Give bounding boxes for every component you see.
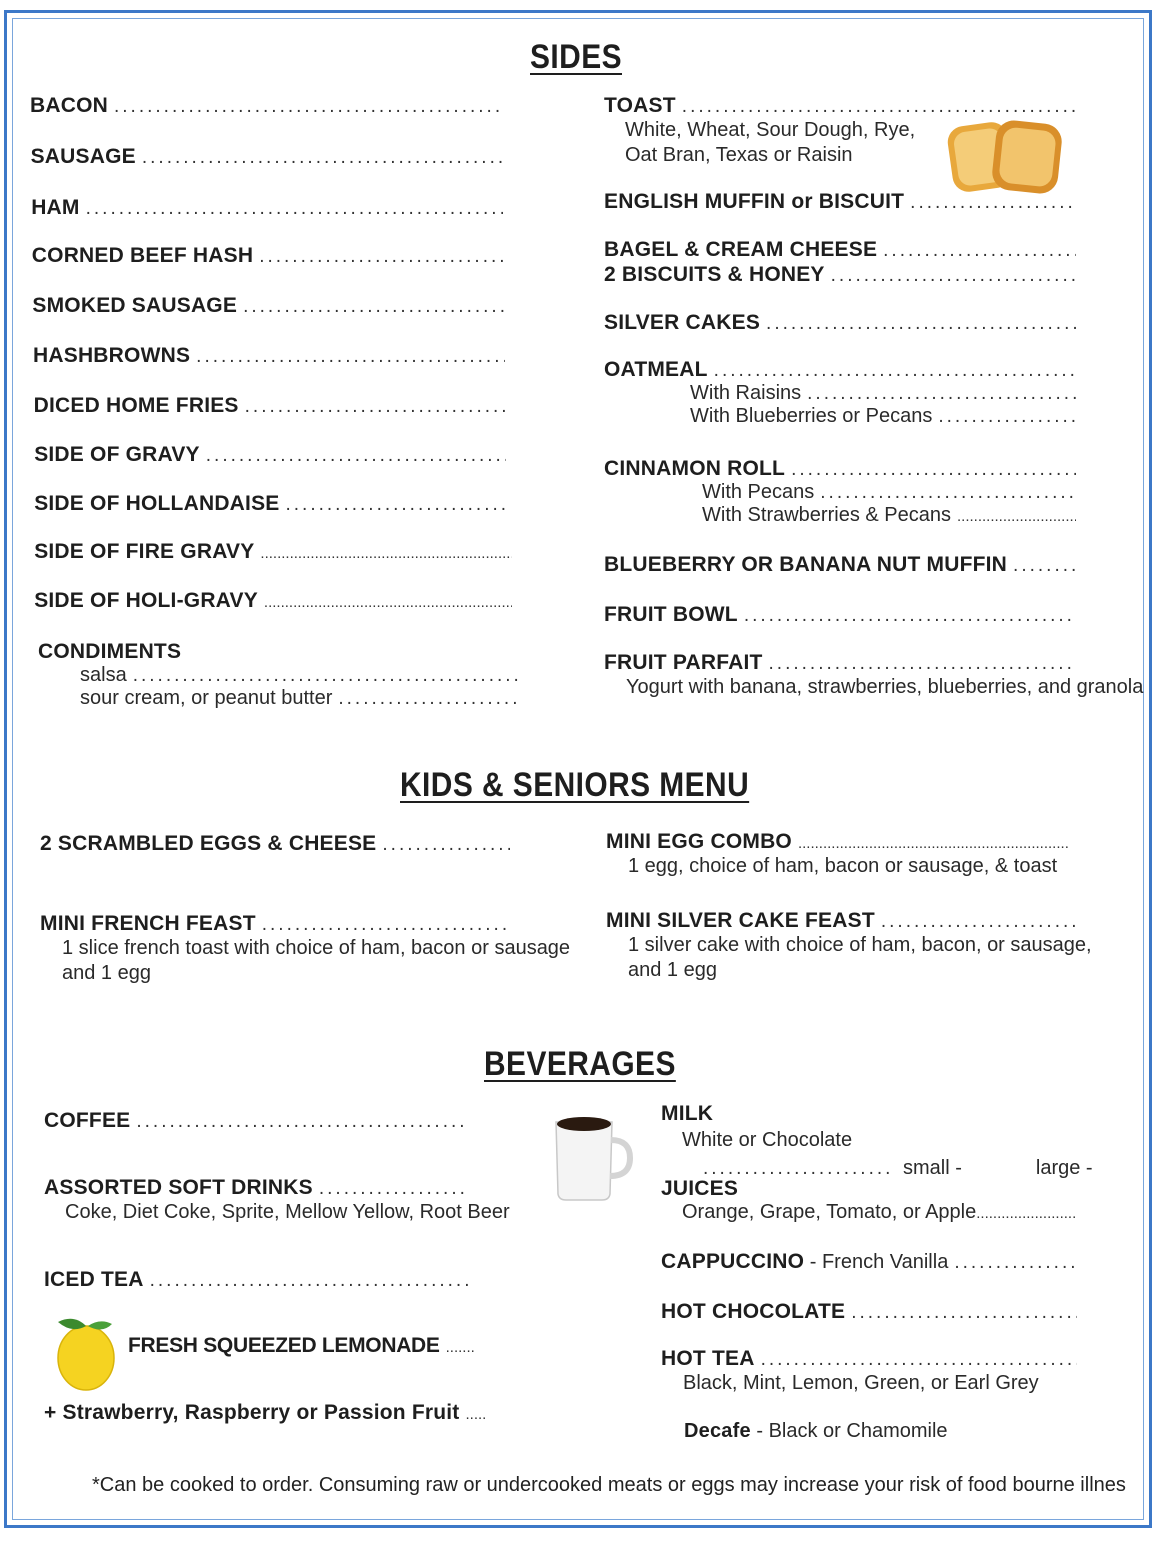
dot-leader	[807, 383, 1076, 405]
side-item-name: DICED HOME FRIES	[33, 394, 239, 417]
hot-chocolate-name: HOT CHOCOLATE	[661, 1300, 846, 1323]
soft-drinks-name: ASSORTED SOFT DRINKS	[44, 1176, 313, 1199]
milk-small: small -	[903, 1157, 962, 1179]
side-item	[31, 196, 503, 220]
side-item	[34, 540, 512, 564]
mini-silver-cake-feast-desc2: and 1 egg	[628, 959, 717, 981]
milk-large: large -	[1035, 1157, 1093, 1179]
dot-leader	[881, 911, 1076, 933]
dot-leader	[1013, 555, 1076, 577]
fruit-parfait-name: FRUIT PARFAIT	[604, 651, 763, 674]
dot-leader	[245, 396, 506, 418]
kids-title: KIDS & SENIORS MENU	[400, 766, 750, 804]
decafe-item	[684, 1420, 948, 1443]
mini-silver-cake-feast-name: MINI SILVER CAKE FEAST	[606, 909, 875, 932]
dot-leader	[820, 482, 1076, 504]
milk-name: MILK	[661, 1102, 714, 1125]
dot-leader	[142, 147, 503, 169]
iced-tea-name: ICED TEA	[44, 1268, 144, 1291]
side-item	[34, 492, 506, 516]
lemonade-addon-name: + Strawberry, Raspberry or Passion Fruit	[44, 1401, 460, 1424]
milk-item	[661, 1102, 1101, 1180]
toast-name: TOAST	[604, 94, 676, 117]
mini-french-feast-desc2: and 1 egg	[62, 962, 151, 984]
sides-title: SIDES	[530, 38, 623, 76]
side-item-name: HASHBROWNS	[33, 344, 191, 367]
fruit-bowl-item	[604, 603, 1076, 627]
dot-leader	[957, 508, 1076, 525]
dot-leader	[883, 240, 1076, 262]
side-item-name: SIDE OF FIRE GRAVY	[34, 540, 255, 563]
condiments-name: CONDIMENTS	[38, 640, 182, 663]
side-item-name: SIDE OF HOLI-GRAVY	[34, 589, 258, 612]
dot-leader	[714, 360, 1076, 382]
dot-leader	[769, 653, 1076, 675]
lemonade-addon-item	[44, 1401, 486, 1425]
cinnamon-roll-name: CINNAMON ROLL	[604, 457, 786, 480]
mini-french-feast-item	[40, 912, 570, 986]
hot-chocolate-item	[661, 1300, 1077, 1324]
toast-icon	[944, 114, 1068, 200]
side-item-name: SIDE OF GRAVY	[34, 443, 200, 466]
coffee-name: COFFEE	[44, 1109, 131, 1132]
juices-item	[661, 1177, 1077, 1224]
cappuccino-item	[661, 1250, 1077, 1274]
dot-leader	[114, 96, 502, 118]
cinnamon-roll-item	[604, 457, 1076, 527]
muffin-item	[604, 553, 1076, 577]
side-item	[30, 94, 502, 118]
dot-leader	[319, 1178, 468, 1200]
side-item-name: SMOKED SAUSAGE	[32, 294, 238, 317]
cappuccino-name: CAPPUCCINO	[661, 1250, 805, 1273]
mini-egg-combo-name: MINI EGG COMBO	[606, 830, 792, 853]
scrambled-eggs-name: 2 SCRAMBLED EGGS & CHEESE	[40, 832, 377, 855]
mini-silver-cake-feast-item	[606, 909, 1092, 983]
side-item	[33, 344, 505, 368]
mini-silver-cake-feast-desc1: 1 silver cake with choice of ham, bacon, or sausage,	[628, 934, 1092, 956]
soft-drinks-item	[44, 1176, 514, 1225]
condiments-line2: sour cream, or peanut butter	[80, 687, 333, 709]
oatmeal-opt2: With Blueberries or Pecans	[690, 405, 933, 427]
dot-leader	[910, 192, 1076, 214]
toast-desc2: Oat Bran, Texas or Raisin	[625, 144, 853, 166]
dot-leader	[744, 605, 1076, 627]
dot-leader	[446, 1339, 474, 1356]
dot-leader	[150, 1270, 468, 1292]
soft-drinks-desc: Coke, Diet Coke, Sprite, Mellow Yellow, Root Beer	[65, 1201, 510, 1223]
english-muffin-name: ENGLISH MUFFIN or BISCUIT	[604, 190, 905, 213]
scrambled-eggs-item	[40, 832, 510, 856]
decafe-label: Decafe	[684, 1420, 751, 1442]
hot-tea-name: HOT TEA	[661, 1347, 755, 1370]
mini-egg-combo-desc: 1 egg, choice of ham, bacon or sausage, & toast	[628, 855, 1058, 877]
dot-leader	[260, 545, 512, 562]
side-item-name: BACON	[30, 94, 108, 117]
english-muffin-item	[604, 190, 1076, 214]
lemonade-name: FRESH SQUEEZED LEMONADE	[128, 1334, 440, 1357]
hot-tea-item	[661, 1347, 1077, 1396]
dot-leader	[382, 834, 510, 856]
cinnamon-roll-opt1: With Pecans	[702, 481, 815, 503]
dot-leader	[954, 1252, 1077, 1274]
dot-leader	[136, 1111, 468, 1133]
iced-tea-item	[44, 1268, 468, 1292]
dot-leader	[831, 265, 1076, 287]
side-item-name: HAM	[31, 196, 80, 219]
juices-desc: Orange, Grape, Tomato, or Apple	[682, 1201, 977, 1223]
dot-leader	[264, 594, 512, 611]
oatmeal-name: OATMEAL	[604, 358, 708, 381]
dot-leader	[791, 459, 1076, 481]
lemonade-item	[128, 1334, 474, 1358]
dot-leader	[798, 835, 1070, 852]
juices-name: JUICES	[661, 1177, 739, 1200]
mini-egg-combo-item	[606, 830, 1076, 879]
side-item	[34, 589, 512, 613]
bagel-name: BAGEL & CREAM CHEESE	[604, 238, 878, 261]
side-item	[32, 244, 504, 268]
side-item	[34, 443, 506, 467]
dot-leader	[243, 296, 504, 318]
dot-leader	[761, 1349, 1077, 1371]
muffin-name: BLUEBERRY OR BANANA NUT MUFFIN	[604, 553, 1008, 576]
condiments-item	[38, 640, 518, 710]
side-item	[34, 394, 506, 418]
fruit-parfait-desc: Yogurt with banana, strawberries, blueberries, and granola	[626, 676, 1144, 698]
dot-leader	[196, 346, 505, 368]
dot-leader	[851, 1302, 1077, 1324]
dot-leader	[938, 406, 1076, 428]
dot-leader	[86, 198, 504, 220]
oatmeal-opt1: With Raisins	[690, 382, 802, 404]
side-item-name: SIDE OF HOLLANDAISE	[34, 492, 280, 515]
dot-leader	[976, 1205, 1077, 1222]
beverages-title: BEVERAGES	[484, 1045, 676, 1083]
dot-leader	[338, 688, 518, 710]
cappuccino-desc: - French Vanilla	[804, 1251, 949, 1273]
mini-french-feast-desc1: 1 slice french toast with choice of ham, bacon or sausage	[62, 937, 571, 959]
dot-leader	[259, 246, 504, 268]
dot-leader	[466, 1406, 486, 1423]
cinnamon-roll-opt2: With Strawberries & Pecans	[702, 504, 951, 526]
dot-leader	[133, 665, 518, 687]
side-item-name: SAUSAGE	[30, 145, 136, 168]
dot-leader	[206, 445, 506, 467]
coffee-item	[44, 1109, 468, 1133]
footer-note: *Can be cooked to order. Consuming raw or undercooked meats or eggs may increase your risk of food bourne illnes	[92, 1474, 1126, 1496]
dot-leader	[286, 494, 507, 516]
silver-cakes-name: SILVER CAKES	[604, 311, 761, 334]
silver-cakes-item	[604, 311, 1076, 335]
fruit-parfait-item	[604, 651, 1144, 700]
side-item	[32, 294, 504, 318]
condiments-line1: salsa	[80, 664, 127, 686]
mini-french-feast-name: MINI FRENCH FEAST	[40, 912, 256, 935]
side-item-name: CORNED BEEF HASH	[31, 244, 254, 267]
toast-desc1: White, Wheat, Sour Dough, Rye,	[625, 119, 916, 141]
milk-desc: White or Chocolate	[682, 1129, 853, 1151]
dot-leader	[766, 313, 1076, 335]
lemon-icon	[52, 1312, 124, 1392]
coffee-mug-icon	[550, 1112, 636, 1202]
biscuits-honey-item	[604, 263, 1076, 287]
bagel-item	[604, 238, 1076, 262]
oatmeal-item	[604, 358, 1076, 428]
fruit-bowl-name: FRUIT BOWL	[604, 603, 738, 626]
side-item	[31, 145, 503, 169]
dot-leader	[262, 914, 510, 936]
biscuits-honey-name: 2 BISCUITS & HONEY	[604, 263, 825, 286]
hot-tea-desc: Black, Mint, Lemon, Green, or Earl Grey	[683, 1372, 1039, 1394]
decafe-desc: - Black or Chamomile	[750, 1420, 948, 1442]
